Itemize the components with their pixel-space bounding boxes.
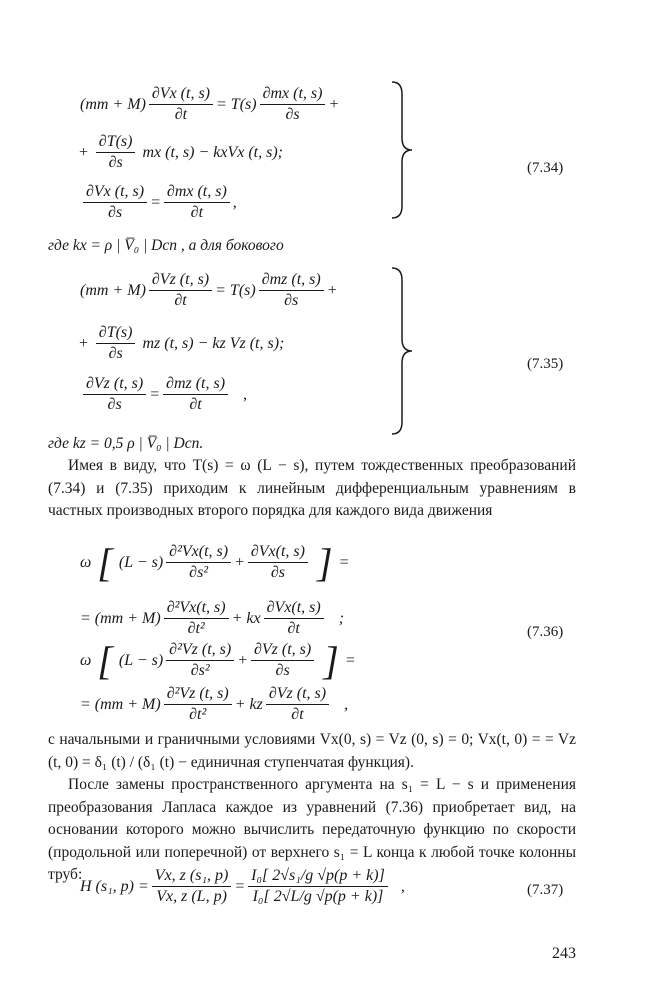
right-brace-icon [390, 266, 416, 436]
fraction: $\frac{\partial Vz (t, s)}{\partial t}$ [149, 270, 212, 311]
fraction: $\frac{\text{Vx, z (s₁, p)}}{Vx, z (L, p)}$ [152, 866, 232, 907]
fraction: $\frac{\partial mz (t, s)}{\partial s}$ [259, 270, 324, 311]
eq-7-34-line-1: (mт + M) $\frac{\partial Vx (t, s)}{\partial t}$ = T(s) $\frac{\partial mx (t, s)}{\partial s}$ + [80, 85, 340, 123]
fraction: $\frac{\partial T(s)}{\partial s}$ [96, 132, 136, 173]
fraction: $\frac{\partial T(s)}{\partial s}$ [96, 323, 136, 364]
eq-7-36-line-4: = (mт + M) $\frac{\text{∂²Vz (t, s)}}{\text{∂t²}}$ + kz $\frac{\partial Vz (t, s)}{\partial t}$ , [80, 685, 349, 723]
fraction: $\frac{\text{∂²Vx(t, s)}}{\text{∂t²}}$ [164, 598, 229, 639]
fraction: $\frac{\partial Vx (t, s)}{\partial s}$ [83, 182, 147, 223]
where-kz: где kz = 0,5 ρ | V̅₀ | Dcn. [48, 435, 204, 452]
eq-7-35-line-1: (mт + M) $\frac{\partial Vz (t, s)}{\partial t}$ = T(s) $\frac{\partial mz (t, s)}{\partial s}$ + [80, 271, 338, 309]
fraction: $\frac{\partial Vz (t, s)}{\partial s}$ [83, 374, 146, 415]
paragraph: Имея в виду, что T(s) = ω (L − s), путем тождественных преобразований (7.34) и (7.35) приходим к линейным дифференциальным уравнениям в частных производных второго порядка для каждого вида движения [48, 457, 576, 519]
page-number: 243 [552, 945, 576, 962]
fraction: $\frac{\partial Vx(t, s)}{\partial t}$ [264, 598, 324, 639]
equation-number: (7.36) [527, 624, 564, 640]
fraction: $\frac{\partial Vz (t, s)}{\partial s}$ [251, 640, 314, 681]
paragraph: После замены пространственного аргумента на s₁ = L − s и применения преобразования Лапласа каждое из уравнений (7.36) приобретает вид, на основании которого можно вычислить передаточную функцию по скорости (продольной или поперечной) от верхнего s₁ = L конца к любой точке колонны труб: [48, 776, 576, 883]
fraction: $\frac{\partial mx (t, s)}{\partial s}$ [260, 84, 326, 125]
equation-number: (7.35) [527, 356, 564, 372]
eq-7-36-line-2: = (mт + M) $\frac{\text{∂²Vx(t, s)}}{\text{∂t²}}$ + kx $\frac{\partial Vx(t, s)}{\partial t}$ ; [80, 599, 345, 637]
fraction: $\frac{\text{∂²Vz (t, s)}}{\text{∂t²}}$ [164, 684, 232, 725]
eq-7-36-line-1: ω [ (L − s) $\frac{\text{∂²Vx(t, s)}}{\text{∂s²}}$ + $\frac{\partial Vx(t, s)}{\partial s}$ ] = [80, 539, 350, 585]
equation-number: (7.37) [527, 882, 564, 898]
equation-number: (7.34) [527, 160, 564, 176]
eq-7-36-line-3: ω [ (L − s) $\frac{\text{∂²Vz (t, s)}}{\text{∂s²}}$ + $\frac{\partial Vz (t, s)}{\partial s}$ ] = [80, 637, 356, 683]
paragraph: с начальными и граничными условиями Vx(0, s) = Vz (0, s) = 0; Vx(t, 0) = = Vz (t, 0) = δ₁ (t) / (δ₁ (t) − единичная ступенчатая функция). [48, 731, 576, 771]
right-brace-icon [390, 80, 416, 220]
eq-7-35-line-2: + $\frac{\partial T(s)}{\partial s}$ mz (t, s) − kz Vz (t, s); [78, 324, 285, 362]
eq-7-34-line-3: $\frac{\partial Vx (t, s)}{\partial s}$ = $\frac{\partial mx (t, s)}{\partial t}$ , [80, 182, 237, 223]
fraction: $\frac{\partial Vx(t, s)}{\partial s}$ [248, 542, 308, 583]
fraction: $\frac{\text{I₀[ 2√s₁/g √p(p + k)]}}{\text{I₀[ 2√L/g √p(p + k)]}}$ [248, 866, 388, 907]
eq-7-34-line-2: + $\frac{\partial T(s)}{\partial s}$ mx (t, s) − kxVx (t, s); [78, 133, 283, 171]
fraction: $\frac{\partial Vx (t, s)}{\partial t}$ [149, 84, 213, 125]
fraction: $\frac{\partial mz (t, s)}{\partial t}$ [163, 374, 228, 415]
fraction: $\frac{\partial Vz (t, s)}{\partial t}$ [266, 684, 329, 725]
where-kx: где kx = ρ | V̅₀ | Dcn , а для бокового [48, 237, 284, 254]
eq-7-37: H (s₁, p) = $\frac{\text{Vx, z (s₁, p)}}{Vx, z (L, p)}$ = $\frac{\text{I₀[ 2√s₁/g √p(p + k)]}}{\text{I₀[ 2√L/g √p(p + k)]}}$ , [80, 867, 405, 905]
fraction: $\frac{\partial mx (t, s)}{\partial t}$ [164, 182, 230, 223]
fraction: $\frac{\text{∂²Vz (t, s)}}{\text{∂s²}}$ [166, 640, 234, 681]
fraction: $\frac{\text{∂²Vx(t, s)}}{\text{∂s²}}$ [166, 542, 231, 583]
eq-7-35-line-3: $\frac{\partial Vz (t, s)}{\partial s}$ = $\frac{\partial mz (t, s)}{\partial t}$ , [80, 374, 247, 415]
